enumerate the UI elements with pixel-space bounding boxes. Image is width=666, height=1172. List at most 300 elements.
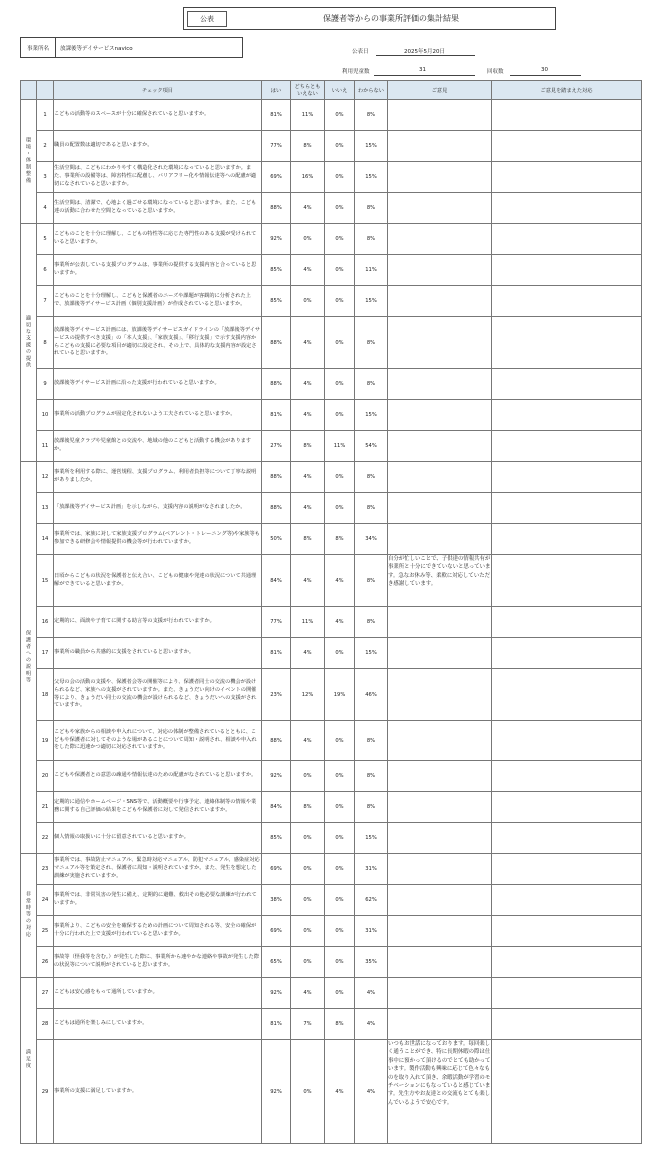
table-body <box>21 100 642 1144</box>
unknown-percent: 34% <box>355 524 388 555</box>
row-number: 13 <box>37 493 54 524</box>
no-percent: 0% <box>325 162 355 193</box>
no-percent: 0% <box>325 400 355 431</box>
check-item: 生活空間は、こどもにわかりやすく構造化された環境になっていると思いますか。また、事業所の設備等は、障害特性に配慮し、バリアフリー化や情報伝達等への配慮が適切になされていると思いますか。 <box>54 162 262 193</box>
row-number: 15 <box>37 555 54 607</box>
opinion-cell <box>388 669 492 721</box>
row-number: 23 <box>37 854 54 885</box>
check-item: 個人情報の取扱いに十分に留意されていると思いますか。 <box>54 823 262 854</box>
unknown-percent: 62% <box>355 885 388 916</box>
response-cell <box>492 669 642 721</box>
row-number: 24 <box>37 885 54 916</box>
row-number: 20 <box>37 761 54 792</box>
row-number: 7 <box>37 286 54 317</box>
table-row <box>21 607 642 638</box>
neither-percent: 0% <box>291 854 325 885</box>
unknown-percent: 4% <box>355 1040 388 1144</box>
row-number: 19 <box>37 721 54 761</box>
table-row <box>21 761 642 792</box>
no-percent: 4% <box>325 1040 355 1144</box>
opinion-cell <box>388 462 492 493</box>
row-number: 17 <box>37 638 54 669</box>
neither-percent: 4% <box>291 369 325 400</box>
neither-percent: 0% <box>291 761 325 792</box>
table-row <box>21 823 642 854</box>
no-percent: 0% <box>325 792 355 823</box>
neither-percent: 0% <box>291 823 325 854</box>
yes-percent: 69% <box>262 854 291 885</box>
response-cell <box>492 947 642 978</box>
neither-percent: 4% <box>291 638 325 669</box>
check-item: こどもや保護者との意思の疎通や情報伝達のための配慮がなされていると思いますか。 <box>54 761 262 792</box>
opinion-cell <box>388 638 492 669</box>
check-item: 放課後等デイサービス計画には、放課後等デイサービスガイドラインの「放課後等デイサービスの提供すべき支援」の「本人支援」、「家族支援」、「移行支援」で示す支援内容からこどもの支援に必要な項目が適切に設定され、その上で、具体的な支援内容が設定されていると思いますか。 <box>54 317 262 369</box>
table-row <box>21 431 642 462</box>
neither-percent: 12% <box>291 669 325 721</box>
response-cell <box>492 1040 642 1144</box>
neither-percent: 4% <box>291 317 325 369</box>
no-percent: 0% <box>325 255 355 286</box>
response-cell <box>492 162 642 193</box>
no-percent: 8% <box>325 524 355 555</box>
yes-percent: 65% <box>262 947 291 978</box>
response-cell <box>492 916 642 947</box>
table-row <box>21 792 642 823</box>
unknown-percent: 8% <box>355 493 388 524</box>
opinion-cell <box>388 885 492 916</box>
no-percent: 0% <box>325 286 355 317</box>
unknown-percent: 8% <box>355 193 388 224</box>
header-neither-line2: いえない <box>297 91 318 97</box>
no-percent: 0% <box>325 885 355 916</box>
neither-percent: 0% <box>291 916 325 947</box>
header-number <box>37 81 54 100</box>
table-row <box>21 978 642 1009</box>
check-item: 事業所の職員から共感的に支援をされていると思いますか。 <box>54 638 262 669</box>
response-cell <box>492 431 642 462</box>
check-item: こどもや家族からの相談や申入れについて、対応の体制が整備されているとともに、こどもや保護者に対してそのような場があることについて周知・説明され、相談や申入れをした際に迅速かつ適切に対応されていますか。 <box>54 721 262 761</box>
opinion-cell <box>388 978 492 1009</box>
response-cell <box>492 761 642 792</box>
response-cell <box>492 1009 642 1040</box>
response-cell <box>492 131 642 162</box>
users-count: 31 <box>419 67 426 73</box>
category-cell <box>21 100 37 224</box>
opinion-cell <box>388 400 492 431</box>
response-cell <box>492 462 642 493</box>
table-row <box>21 638 642 669</box>
header-neither <box>291 81 325 100</box>
yes-percent: 69% <box>262 162 291 193</box>
header-category <box>21 81 37 100</box>
office-label: 事業所名 <box>21 38 56 57</box>
row-number: 22 <box>37 823 54 854</box>
unknown-percent: 8% <box>355 761 388 792</box>
response-cell <box>492 224 642 255</box>
yes-percent: 88% <box>262 369 291 400</box>
response-cell <box>492 524 642 555</box>
table-row <box>21 369 642 400</box>
response-cell <box>492 493 642 524</box>
opinion-cell <box>388 255 492 286</box>
yes-percent: 84% <box>262 555 291 607</box>
row-number: 10 <box>37 400 54 431</box>
neither-percent: 4% <box>291 493 325 524</box>
users-label: 利用児童数 <box>342 69 370 75</box>
table-row <box>21 524 642 555</box>
unknown-percent: 8% <box>355 721 388 761</box>
yes-percent: 27% <box>262 431 291 462</box>
response-cell <box>492 638 642 669</box>
table-row <box>21 131 642 162</box>
unknown-percent: 31% <box>355 854 388 885</box>
neither-percent: 11% <box>291 607 325 638</box>
no-percent: 0% <box>325 369 355 400</box>
category-label: 適切な支援の提供 <box>25 314 31 369</box>
table-row <box>21 854 642 885</box>
yes-percent: 92% <box>262 224 291 255</box>
category-label: 非常時等の対応 <box>25 891 31 938</box>
no-percent: 0% <box>325 947 355 978</box>
category-label: 満足度 <box>25 1049 31 1070</box>
unknown-percent: 11% <box>355 255 388 286</box>
unknown-percent: 8% <box>355 317 388 369</box>
unknown-percent: 35% <box>355 947 388 978</box>
opinion-cell <box>388 721 492 761</box>
title-box <box>183 7 556 30</box>
opinion-cell <box>388 286 492 317</box>
response-cell <box>492 286 642 317</box>
yes-percent: 38% <box>262 885 291 916</box>
row-number: 12 <box>37 462 54 493</box>
opinion-cell: いつもお世話になっております。毎回楽しく通うことができ、特に長期休暇の際は仕事中に預かって頂けるのでとても助かっています。製作活動も興味に応じて色々なものを取り入れて頂き、余暇活動が学習のモチベーションにもなっていると感じています。先生方やお友達との交流もとても楽しんでいるようで安心です。 <box>388 1040 492 1144</box>
table-row <box>21 286 642 317</box>
unknown-percent: 15% <box>355 638 388 669</box>
unknown-percent: 8% <box>355 100 388 131</box>
yes-percent: 81% <box>262 1009 291 1040</box>
header-no: いいえ <box>325 81 355 100</box>
row-number: 29 <box>37 1040 54 1144</box>
check-item: 日頃からこどもの状況を保護者と伝え合い、こどもの健康や発達の状況について共通理解ができていると思いますか。 <box>54 555 262 607</box>
opinion-cell <box>388 916 492 947</box>
response-cell <box>492 193 642 224</box>
neither-percent: 0% <box>291 947 325 978</box>
yes-percent: 92% <box>262 978 291 1009</box>
responses-count: 30 <box>541 67 548 73</box>
check-item: 放課後児童クラブや児童館との交流や、地域の他のこどもと活動する機会がありますか。 <box>54 431 262 462</box>
header-response: ご意見を踏まえた対応 <box>492 81 642 100</box>
no-percent: 0% <box>325 761 355 792</box>
yes-percent: 81% <box>262 638 291 669</box>
neither-percent: 4% <box>291 978 325 1009</box>
neither-percent: 11% <box>291 100 325 131</box>
opinion-cell <box>388 100 492 131</box>
no-percent: 0% <box>325 978 355 1009</box>
yes-percent: 88% <box>262 462 291 493</box>
unknown-percent: 15% <box>355 823 388 854</box>
unknown-percent: 8% <box>355 369 388 400</box>
row-number: 9 <box>37 369 54 400</box>
published-date: 2025年5月20日 <box>404 49 445 55</box>
row-number: 1 <box>37 100 54 131</box>
response-cell <box>492 555 642 607</box>
opinion-cell <box>388 761 492 792</box>
opinion-cell <box>388 607 492 638</box>
yes-percent: 85% <box>262 255 291 286</box>
row-number: 5 <box>37 224 54 255</box>
check-item: 事業所では、非常災害の発生に備え、定期的に避難、救出その他必要な訓練が行われていますか。 <box>54 885 262 916</box>
neither-percent: 8% <box>291 131 325 162</box>
check-item: 定期的に通信やホームページ・SNS等で、活動概要や行事予定、連絡体制等の情報や業務に関する自己評価の結果をこどもや保護者に対して発信されていますか。 <box>54 792 262 823</box>
unknown-percent: 8% <box>355 224 388 255</box>
no-percent: 0% <box>325 100 355 131</box>
no-percent: 4% <box>325 555 355 607</box>
check-item: こどものことを十分理解し、こどもと保護者のニーズや課題が客観的に分析された上で、放課後等デイサービス計画（個別支援計画）が作成されていると思いますか。 <box>54 286 262 317</box>
table-row <box>21 1009 642 1040</box>
check-item: こどもは安心感をもって通所していますか。 <box>54 978 262 1009</box>
yes-percent: 88% <box>262 493 291 524</box>
neither-percent: 0% <box>291 885 325 916</box>
row-number: 3 <box>37 162 54 193</box>
published-underline <box>376 55 475 56</box>
unknown-percent: 15% <box>355 286 388 317</box>
row-number: 21 <box>37 792 54 823</box>
check-item: 事業所が公表している支援プログラムは、事業所の提供する支援内容と合っていると思いますか。 <box>54 255 262 286</box>
row-number: 8 <box>37 317 54 369</box>
response-cell <box>492 369 642 400</box>
neither-percent: 7% <box>291 1009 325 1040</box>
responses-underline <box>510 75 581 76</box>
table-row <box>21 721 642 761</box>
response-cell <box>492 721 642 761</box>
table-row <box>21 100 642 131</box>
category-label: 環境・体制整備 <box>25 137 31 184</box>
neither-percent: 4% <box>291 721 325 761</box>
check-item: 事業所では、事故防止マニュアル、緊急時対応マニュアル、防犯マニュアル、感染症対応マニュアル等を策定され、保護者に周知・説明されていますか。また、発生を想定した訓練が実施されていますか。 <box>54 854 262 885</box>
check-item: 事業所より、こどもの安全を確保するための計画について周知される等、安全の確保が十分に行われた上で支援が行われていると思いますか。 <box>54 916 262 947</box>
response-cell <box>492 400 642 431</box>
table-row <box>21 224 642 255</box>
no-percent: 0% <box>325 131 355 162</box>
response-cell <box>492 317 642 369</box>
no-percent: 0% <box>325 721 355 761</box>
evaluation-table <box>20 80 642 1144</box>
table-row <box>21 947 642 978</box>
yes-percent: 77% <box>262 607 291 638</box>
unknown-percent: 54% <box>355 431 388 462</box>
yes-percent: 92% <box>262 1040 291 1144</box>
row-number: 6 <box>37 255 54 286</box>
check-item: 事業所では、家族に対して家族支援プログラム(ペアレント・トレーニング等)や家族等も参加できる研修会や情報提供の機会等が行われていますか。 <box>54 524 262 555</box>
yes-percent: 88% <box>262 193 291 224</box>
neither-percent: 4% <box>291 193 325 224</box>
table-row <box>21 916 642 947</box>
response-cell <box>492 978 642 1009</box>
yes-percent: 92% <box>262 761 291 792</box>
opinion-cell <box>388 947 492 978</box>
unknown-percent: 46% <box>355 669 388 721</box>
check-item: 父母の会の活動の支援や、保護者会等の開催等により、保護者同士の交流の機会が設けられるなど、家族への支援がされていますか。また、きょうだい向けのイベントの開催等により、きょうだい同士の交流の機会が設けられるなど、きょうだいへの支援がされていますか。 <box>54 669 262 721</box>
opinion-cell <box>388 317 492 369</box>
check-item: 定期的に、面談や子育てに関する助言等の支援が行われていますか。 <box>54 607 262 638</box>
opinion-cell <box>388 224 492 255</box>
response-cell <box>492 100 642 131</box>
no-percent: 11% <box>325 431 355 462</box>
table-row <box>21 162 642 193</box>
users-underline <box>374 75 475 76</box>
row-number: 16 <box>37 607 54 638</box>
yes-percent: 88% <box>262 317 291 369</box>
yes-percent: 50% <box>262 524 291 555</box>
yes-percent: 84% <box>262 792 291 823</box>
opinion-cell <box>388 493 492 524</box>
unknown-percent: 15% <box>355 400 388 431</box>
response-cell <box>492 854 642 885</box>
opinion-cell <box>388 854 492 885</box>
neither-percent: 4% <box>291 555 325 607</box>
published-label: 公表日 <box>352 49 369 55</box>
unknown-percent: 4% <box>355 1009 388 1040</box>
neither-percent: 0% <box>291 1040 325 1144</box>
check-item: 事業所の活動プログラムが固定化されないよう工夫されていると思いますか。 <box>54 400 262 431</box>
yes-percent: 69% <box>262 916 291 947</box>
office-name: 放課後等デイサービスnavico <box>60 45 133 52</box>
no-percent: 0% <box>325 823 355 854</box>
neither-percent: 8% <box>291 524 325 555</box>
unknown-percent: 8% <box>355 607 388 638</box>
yes-percent: 85% <box>262 823 291 854</box>
row-number: 11 <box>37 431 54 462</box>
table-row <box>21 669 642 721</box>
header-unknown: わからない <box>355 81 388 100</box>
header-opinion: ご意見 <box>388 81 492 100</box>
opinion-cell <box>388 524 492 555</box>
category-cell <box>21 978 37 1144</box>
check-item: 職員の配置数は適切であると思いますか。 <box>54 131 262 162</box>
header-yes: はい <box>262 81 291 100</box>
row-number: 27 <box>37 978 54 1009</box>
public-tag: 公表 <box>187 11 227 27</box>
unknown-percent: 15% <box>355 131 388 162</box>
table-row <box>21 317 642 369</box>
row-number: 25 <box>37 916 54 947</box>
check-item: 事業所の支援に満足していますか。 <box>54 1040 262 1144</box>
table-row <box>21 255 642 286</box>
yes-percent: 23% <box>262 669 291 721</box>
no-percent: 0% <box>325 224 355 255</box>
check-item: 生活空間は、清潔で、心地よく過ごせる環境になっていると思いますか。また、こども達の活動に合わせた空間となっていると思いますか。 <box>54 193 262 224</box>
opinion-cell <box>388 369 492 400</box>
unknown-percent: 8% <box>355 555 388 607</box>
neither-percent: 4% <box>291 400 325 431</box>
no-percent: 0% <box>325 317 355 369</box>
opinion-cell <box>388 431 492 462</box>
check-item: 事業所を利用する際に、運営規程、支援プログラム、利用者負担等について丁寧な説明がありましたか。 <box>54 462 262 493</box>
row-number: 26 <box>37 947 54 978</box>
yes-percent: 81% <box>262 400 291 431</box>
opinion-cell <box>388 792 492 823</box>
category-cell <box>21 854 37 978</box>
unknown-percent: 15% <box>355 162 388 193</box>
table-row <box>21 400 642 431</box>
category-label: 保護者への説明等 <box>25 629 31 684</box>
check-item: こどものことを十分に理解し、こどもの特性等に応じた専門性のある支援が受けられていると思いますか。 <box>54 224 262 255</box>
table-row <box>21 193 642 224</box>
table-row <box>21 885 642 916</box>
response-cell <box>492 255 642 286</box>
header-check: チェック項目 <box>54 81 262 100</box>
neither-percent: 4% <box>291 255 325 286</box>
responses-label: 回収数 <box>487 69 504 75</box>
category-cell <box>21 462 37 854</box>
no-percent: 0% <box>325 638 355 669</box>
neither-percent: 8% <box>291 792 325 823</box>
neither-percent: 16% <box>291 162 325 193</box>
no-percent: 0% <box>325 916 355 947</box>
unknown-percent: 8% <box>355 462 388 493</box>
row-number: 28 <box>37 1009 54 1040</box>
response-cell <box>492 823 642 854</box>
table-row <box>21 1040 642 1144</box>
yes-percent: 81% <box>262 100 291 131</box>
row-number: 2 <box>37 131 54 162</box>
row-number: 18 <box>37 669 54 721</box>
yes-percent: 77% <box>262 131 291 162</box>
yes-percent: 88% <box>262 721 291 761</box>
neither-percent: 8% <box>291 431 325 462</box>
response-cell <box>492 885 642 916</box>
opinion-cell <box>388 162 492 193</box>
check-item: 「放課後等デイサービス計画」を示しながら、支援内容の説明がなされましたか。 <box>54 493 262 524</box>
page-title: 保護者等からの事業所評価の集計結果 <box>323 14 459 23</box>
check-item: こどもは通所を楽しみにしていますか。 <box>54 1009 262 1040</box>
table-row <box>21 555 642 607</box>
no-percent: 0% <box>325 462 355 493</box>
response-cell <box>492 607 642 638</box>
no-percent: 0% <box>325 193 355 224</box>
table-row <box>21 462 642 493</box>
no-percent: 0% <box>325 854 355 885</box>
opinion-cell: 自分が忙しいことで、子供達の情報共有が事業所と十分にできていないと思っています。急なお休み等、柔軟に対応していただき感謝しています。 <box>388 555 492 607</box>
no-percent: 19% <box>325 669 355 721</box>
unknown-percent: 31% <box>355 916 388 947</box>
opinion-cell <box>388 193 492 224</box>
yes-percent: 85% <box>262 286 291 317</box>
neither-percent: 0% <box>291 224 325 255</box>
neither-percent: 0% <box>291 286 325 317</box>
category-cell <box>21 224 37 462</box>
table-header-row <box>21 81 642 100</box>
opinion-cell <box>388 823 492 854</box>
no-percent: 4% <box>325 607 355 638</box>
response-cell <box>492 792 642 823</box>
unknown-percent: 8% <box>355 792 388 823</box>
unknown-percent: 4% <box>355 978 388 1009</box>
opinion-cell <box>388 131 492 162</box>
check-item: 事故等（怪我等を含む。）が発生した際に、事業所から速やかな連絡や事故が発生した際の状況等について説明がされていると思いますか。 <box>54 947 262 978</box>
check-item: こどもの活動等のスペースが十分に確保されていると思いますか。 <box>54 100 262 131</box>
check-item: 放課後等デイサービス計画に沿った支援が行われていると思いますか。 <box>54 369 262 400</box>
row-number: 4 <box>37 193 54 224</box>
no-percent: 0% <box>325 493 355 524</box>
row-number: 14 <box>37 524 54 555</box>
office-box <box>20 37 243 58</box>
neither-percent: 4% <box>291 462 325 493</box>
header-neither-line1: どちらとも <box>294 84 321 90</box>
table-row <box>21 493 642 524</box>
no-percent: 8% <box>325 1009 355 1040</box>
opinion-cell <box>388 1009 492 1040</box>
